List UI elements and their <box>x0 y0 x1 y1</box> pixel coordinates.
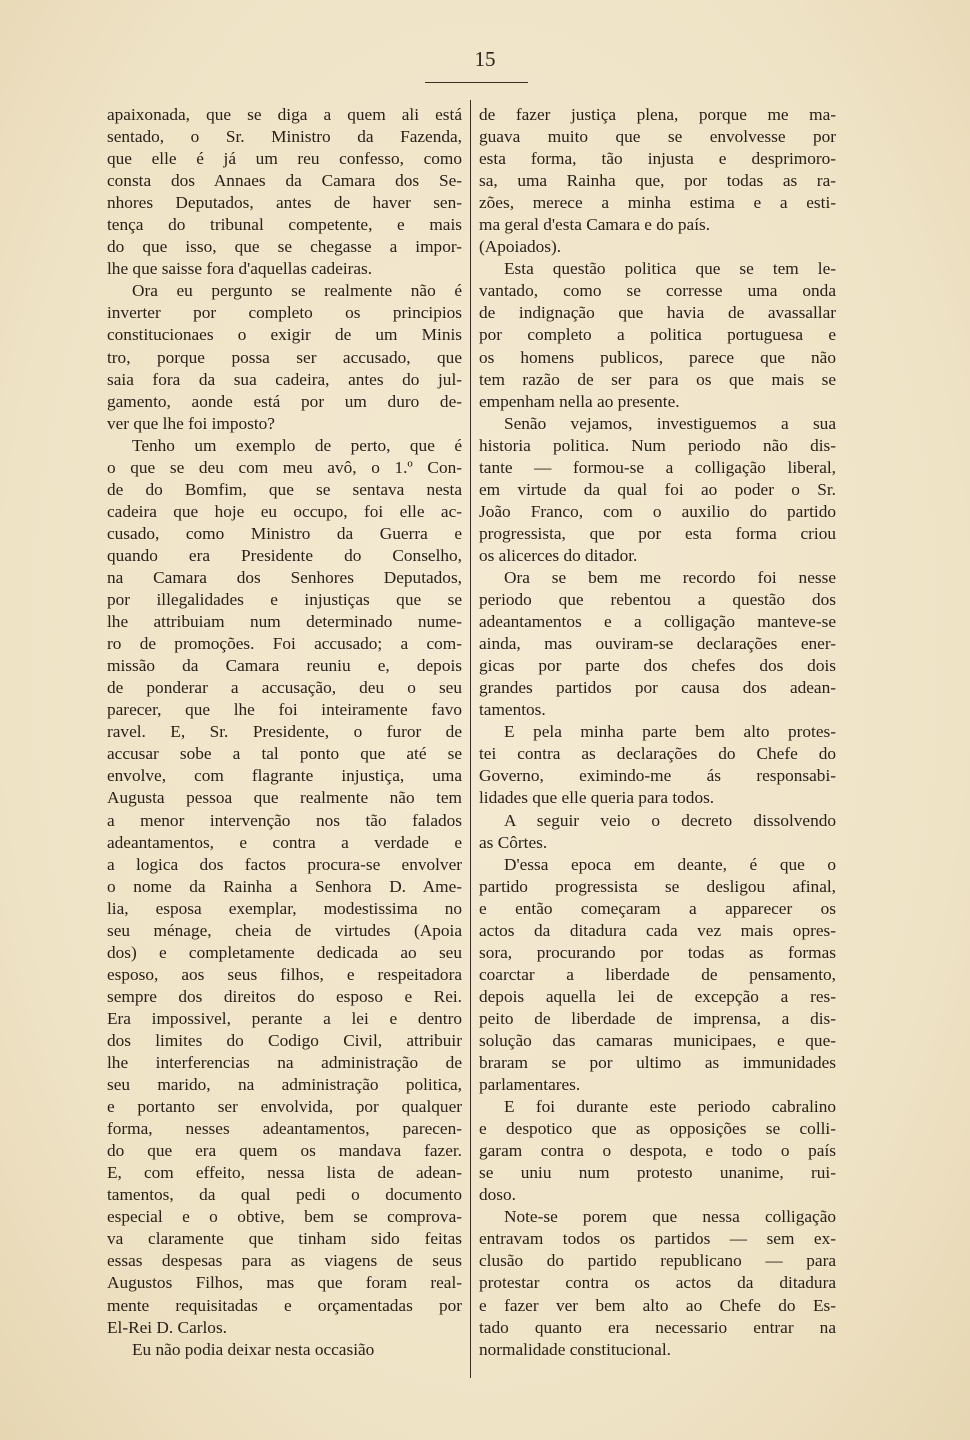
text-line: dos limites do Codigo Civil, attribuir <box>107 1030 462 1050</box>
text-line: partido progressista se desligou afinal, <box>479 876 836 896</box>
text-line: lhe que saisse fora d'aquellas cadeiras. <box>107 259 373 279</box>
text-line: Eu não podia deixar nesta occasião <box>132 1339 375 1359</box>
text-line: esposo, aos seus filhos, e respeitadora <box>107 964 462 984</box>
text-line: E, com effeito, nessa lista de adean- <box>107 1163 462 1183</box>
text-line: braram se por ultimo as immunidades <box>479 1053 836 1073</box>
header-rule <box>425 82 528 83</box>
text-line: apaixonada, que se diga a quem ali está <box>107 105 462 124</box>
column-divider <box>470 100 471 1378</box>
text-line: Era impossivel, perante a lei e dentro <box>107 1008 462 1028</box>
page-number: 15 <box>474 47 496 71</box>
text-line: parlamentares. <box>479 1075 581 1095</box>
text-line: de fazer justiça plena, porque me ma- <box>479 105 836 124</box>
text-line: vantado, como se corresse uma onda <box>479 281 836 301</box>
text-line: E foi durante este periodo cabralino <box>504 1097 836 1117</box>
text-line: Ora eu pergunto se realmente não é <box>132 281 462 301</box>
text-line: que elle é já um reu confesso, como <box>107 149 462 169</box>
text-line: e despotico que as opposições se colli- <box>479 1119 836 1139</box>
text-line: Note-se porem que nessa colligação <box>504 1207 836 1227</box>
text-line: El-Rei D. Carlos. <box>107 1317 227 1337</box>
text-line: gicas por parte dos chefes dos dois <box>479 656 836 676</box>
text-line: tado quanto era necessario entrar na <box>479 1317 836 1337</box>
text-line: solução das camaras municipaes, e que- <box>479 1030 836 1050</box>
text-line: do que era quem os mandava fazer. <box>107 1141 462 1161</box>
text-line: zões, merece a minha estima e a esti- <box>479 193 836 213</box>
text-line: cusado, como Ministro da Guerra e <box>107 523 462 543</box>
text-line: Augusta pessoa que realmente não tem <box>107 788 462 808</box>
text-line: ver que lhe foi imposto? <box>107 413 275 433</box>
text-line: nhores Deputados, antes de haver sen- <box>107 193 462 213</box>
text-line: Governo, eximindo-me ás responsabi- <box>479 766 836 786</box>
text-line: guava muito que se envolvesse por <box>479 127 836 147</box>
text-line: Senão vejamos, investiguemos a sua <box>504 413 836 433</box>
text-line: historia politica. Num periodo não dis- <box>479 435 836 455</box>
text-line: saia fora da sua cadeira, antes do jul- <box>107 369 462 389</box>
text-line: D'essa epoca em deante, é que o <box>504 854 836 874</box>
text-line: actos da ditadura cada vez mais opres- <box>479 920 836 940</box>
text-line: Augustos Filhos, mas que foram real- <box>107 1273 462 1293</box>
text-line: cadeira que hoje eu occupo, foi elle ac- <box>107 501 462 521</box>
text-line: normalidade constitucional. <box>479 1339 671 1359</box>
text-line: gamento, aonde está por um duro de- <box>107 391 462 411</box>
text-line: do que isso, que se chegasse a impor- <box>107 237 462 257</box>
text-line: na Camara dos Senhores Deputados, <box>107 567 462 587</box>
text-line: adeantamentos, e contra a verdade e <box>107 832 462 852</box>
text-line: esta forma, tão injusta e desprimoro- <box>479 149 836 169</box>
text-line: tro, porque possa ser accusado, que <box>107 347 462 367</box>
text-line: e portanto ser envolvida, por qualquer <box>107 1097 462 1117</box>
text-line: por illegalidades e injustiças que se <box>107 590 462 610</box>
text-line: se uniu num protesto unanime, rui- <box>479 1163 836 1183</box>
text-line: tante — formou-se a colligação liberal, <box>479 457 836 477</box>
text-line: de indignação que havia de avassallar <box>479 303 836 323</box>
text-line: João Franco, com o auxilio do partido <box>479 501 836 521</box>
text-line: por completo a politica portuguesa e <box>479 325 836 345</box>
text-line: em virtude da qual foi ao poder o Sr. <box>479 479 836 499</box>
text-line: va claramente que tinham sido feitas <box>107 1229 462 1249</box>
right-column <box>479 104 836 1361</box>
text-line: consta dos Annaes da Camara dos Se- <box>107 171 462 191</box>
text-line: missão da Camara reuniu e, depois <box>107 656 462 676</box>
text-line: ro de promoções. Foi accusado; a com- <box>107 634 462 654</box>
text-line: progressista, que por esta forma criou <box>479 523 836 543</box>
text-line: dos) e completamente dedicada ao seu <box>107 942 462 962</box>
text-line: coarctar a liberdade de pensamento, <box>479 964 836 984</box>
text-line: e então começaram a apparecer os <box>479 898 836 918</box>
text-line: protestar contra os actos da ditadura <box>479 1273 836 1293</box>
text-line: lhe attribuiam num determinado nume- <box>107 612 462 632</box>
text-line: quando era Presidente do Conselho, <box>107 545 462 565</box>
text-line: a logica dos factos procura-se envolver <box>107 854 462 874</box>
text-line: envolve, com flagrante injustiça, uma <box>107 766 462 786</box>
text-line: constitucionaes o exigir de um Minis <box>107 325 462 345</box>
text-line: especial e o obtive, bem se comprova- <box>107 1207 462 1227</box>
text-line: sentado, o Sr. Ministro da Fazenda, <box>107 127 462 147</box>
text-line: sempre dos direitos do esposo e Rei. <box>107 986 462 1006</box>
text-line: Ora se bem me recordo foi nesse <box>504 567 836 587</box>
text-line: as Côrtes. <box>479 832 548 852</box>
text-line: peito de liberdade de imprensa, a dis- <box>479 1008 836 1028</box>
text-line: sora, procurando por todas as formas <box>479 942 836 962</box>
text-line: Tenho um exemplo de perto, que é <box>132 435 462 455</box>
text-line: e fazer ver bem alto ao Chefe do Es- <box>479 1295 836 1315</box>
text-line: de ponderar a accusação, deu o seu <box>107 678 462 698</box>
text-line: o que se deu com meu avô, o 1.º Con- <box>107 457 462 477</box>
text-line: o nome da Rainha a Senhora D. Ame- <box>107 876 462 896</box>
text-line: Esta questão politica que se tem le- <box>504 259 836 279</box>
text-line: tem razão de ser para os que mais se <box>479 369 836 389</box>
text-line: empenham nella ao presente. <box>479 391 680 411</box>
text-line: sa, uma Rainha que, por todas as ra- <box>479 171 836 191</box>
text-line: inverter por completo os principios <box>107 303 462 323</box>
text-line: adeantamentos e a colligação manteve-se <box>479 612 836 632</box>
text-line: doso. <box>479 1185 516 1205</box>
text-line: seu ménage, cheia de virtudes (Apoia <box>107 920 462 940</box>
text-line: seu marido, na administração politica, <box>107 1075 462 1095</box>
text-line: tei contra as declarações do Chefe do <box>479 744 836 764</box>
text-line: tença do tribunal competente, e mais <box>107 215 462 235</box>
text-line: lhe interferencias na administração de <box>107 1053 462 1073</box>
text-line: ma geral d'esta Camara e do país. <box>479 215 711 235</box>
text-line: os alicerces do ditador. <box>479 545 638 565</box>
text-line: ainda, mas ouviram-se declarações ener- <box>479 634 836 654</box>
text-line: depois aquella lei de excepção a res- <box>479 986 836 1006</box>
text-line: lia, esposa exemplar, modestissima no <box>107 898 462 918</box>
text-line: clusão do partido republicano — para <box>479 1251 836 1271</box>
text-line: ravel. E, Sr. Presidente, o furor de <box>107 722 462 742</box>
text-line: parecer, que lhe foi inteiramente favo <box>107 700 462 720</box>
text-line: (Apoiados). <box>479 237 562 257</box>
text-line: accusar sobe a tal ponto que até se <box>107 744 462 764</box>
text-line: forma, nesses adeantamentos, parecen- <box>107 1119 462 1139</box>
text-line: lidades que elle queria para todos. <box>479 788 715 808</box>
text-line: os homens publicos, parece que não <box>479 347 836 367</box>
text-line: garam contra o despota, e todo o país <box>479 1141 836 1161</box>
text-line: essas despesas para as viagens de seus <box>107 1251 462 1271</box>
text-line: tamentos. <box>479 700 546 720</box>
text-line: periodo que rebentou a questão dos <box>479 590 836 610</box>
text-line: a menor intervenção nos tão falados <box>107 810 462 830</box>
text-line: tamentos, da qual pedi o documento <box>107 1185 462 1205</box>
left-column <box>107 104 462 1361</box>
text-line: entravam todos os partidos — sem ex- <box>479 1229 836 1249</box>
text-line: mente requisitadas e orçamentadas por <box>107 1295 462 1315</box>
text-line: A seguir veio o decreto dissolvendo <box>504 810 836 830</box>
text-line: grandes partidos por causa dos adean- <box>479 678 836 698</box>
text-line: de do Bomfim, que se sentava nesta <box>107 479 462 499</box>
text-line: E pela minha parte bem alto protes- <box>504 722 836 742</box>
